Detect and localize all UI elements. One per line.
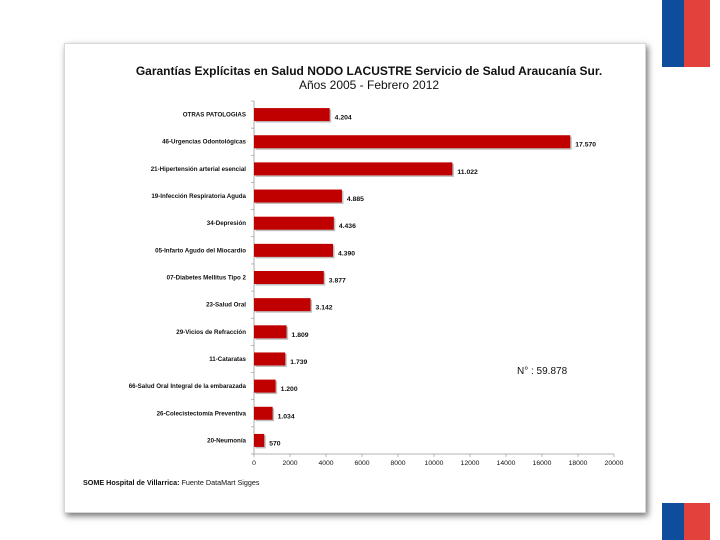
bar — [254, 108, 330, 121]
bar — [254, 298, 311, 311]
category-label: 19-Infección Respiratoria Aguda — [151, 193, 246, 201]
data-label: 17.570 — [575, 141, 597, 149]
category-label: 46-Urgencias Odontológicas — [162, 138, 246, 146]
source-bold: SOME Hospital de Villarrica: — [83, 478, 180, 487]
x-tick-label: 10000 — [424, 460, 444, 467]
total-annotation: N° : 59.878 — [517, 366, 568, 377]
source-rest: Fuente DataMart Sigges — [179, 478, 260, 487]
category-label: 21-Hipertensión arterial esencial — [150, 165, 246, 173]
bar — [254, 271, 324, 284]
bar — [254, 434, 264, 447]
x-tick-label: 14000 — [496, 460, 516, 467]
data-label: 4.436 — [338, 223, 356, 231]
bar — [254, 135, 570, 148]
flag-blue-stripe — [662, 503, 684, 540]
x-tick-label: 6000 — [354, 460, 370, 467]
data-label: 3.877 — [328, 277, 346, 285]
x-tick-label: 0 — [252, 460, 256, 467]
flag-stripe-top — [662, 0, 710, 67]
bar — [254, 162, 452, 175]
x-tick-label: 2000 — [282, 460, 298, 467]
data-label: 1.809 — [291, 331, 309, 339]
flag-stripe-bottom — [662, 503, 710, 540]
category-label: 66-Salud Oral Integral de la embarazada — [128, 383, 246, 391]
x-tick-label: 12000 — [460, 460, 480, 467]
category-label: 05-Infarto Agudo del Miocardio — [155, 247, 246, 255]
bar — [254, 380, 276, 393]
bar — [254, 325, 287, 338]
category-label: 07-Diabetes Mellitus Tipo 2 — [166, 274, 246, 282]
chart-title: Garantías Explícitas en Salud NODO LACUSTRE Servicio de Salud Araucanía Sur. — [135, 64, 603, 78]
category-label: 11-Cataratas — [209, 355, 246, 363]
x-tick-label: 18000 — [568, 460, 588, 467]
bar-chart — [65, 44, 645, 512]
data-label: 4.204 — [334, 114, 352, 122]
data-label: 1.200 — [280, 386, 298, 394]
data-label: 3.142 — [315, 304, 333, 312]
data-label: 1.034 — [277, 413, 295, 421]
x-tick-label: 20000 — [604, 460, 624, 467]
category-label: OTRAS PATOLOGIAS — [182, 111, 246, 119]
category-label: 29-Vicios de Refracción — [176, 328, 246, 336]
bar — [254, 190, 342, 203]
plot-area — [129, 101, 624, 467]
x-tick-label: 8000 — [390, 460, 406, 467]
flag-red-stripe — [684, 503, 710, 540]
flag-red-stripe — [684, 0, 710, 67]
data-label: 4.390 — [338, 250, 356, 258]
x-tick-label: 16000 — [532, 460, 552, 467]
category-label: 26-Colecistectomía Preventiva — [156, 410, 246, 418]
category-label: 20-Neumonía — [207, 437, 246, 445]
data-label: 1.739 — [290, 358, 308, 366]
bar — [254, 217, 334, 230]
category-label: 23-Salud Oral — [206, 301, 246, 309]
bar — [254, 407, 273, 420]
chart-subtitle: Años 2005 - Febrero 2012 — [298, 78, 440, 92]
data-label: 570 — [269, 440, 281, 448]
chart-card — [64, 43, 646, 513]
bar — [254, 244, 333, 257]
bar — [254, 352, 285, 365]
x-tick-label: 4000 — [318, 460, 334, 467]
source-note — [83, 478, 260, 487]
category-label: 34-Depresión — [206, 220, 246, 228]
flag-blue-stripe — [662, 0, 684, 67]
data-label: 11.022 — [457, 168, 478, 176]
data-label: 4.885 — [346, 196, 364, 204]
